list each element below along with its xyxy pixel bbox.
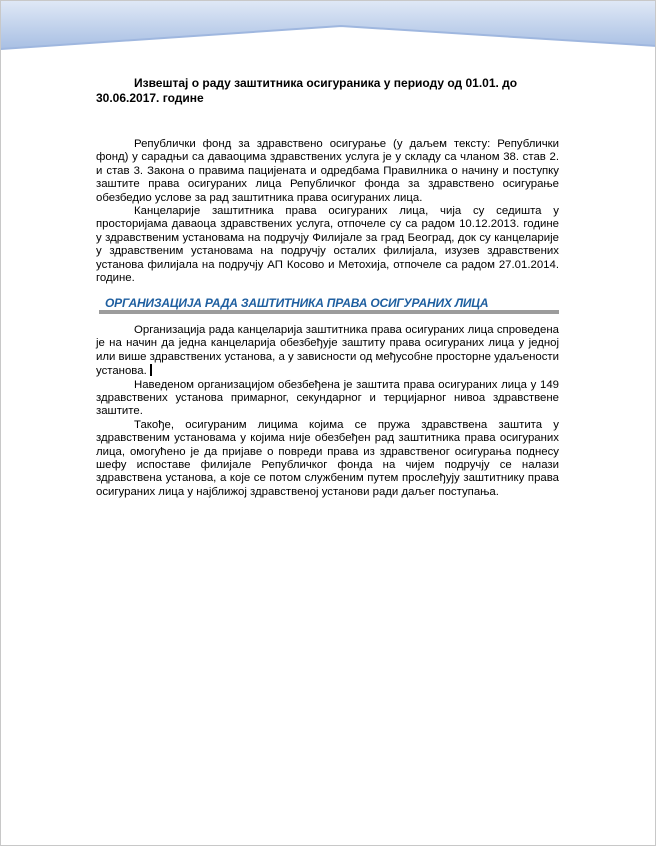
section-paragraph: Такође, осигураним лицима којима се пружа здравствена заштита у здравственим установама у којима није обезбеђен рад заштитника права осигураних лица, омогућено је да пријаве о повреди права из здравственог осигурања поднесу шефу испоставе филијале Републичког фонда на чијем подручју се налази здравствена установа, а које се потом службеним путем прослеђују заштитнику права осигураних лица у најближој здравственој установи ради даљег поступања. <box>96 418 559 498</box>
section-paragraph <box>96 324 559 379</box>
intro-paragraph: Републички фонд за здравствено осигурање (у даљем тексту: Републички фонд) у сарадњи са даваоцима здравствених услуга је у складу са чланом 38. став 2. и став 3. Закона о правима пацијената и одредбама Правилника о начину и поступку заштите права осигураних лица Републичког фонда за здравствено осигурање обезбедио услове за рад заштитника права осигураних лица. <box>96 138 559 204</box>
header-band-decoration <box>1 1 656 61</box>
section-heading: ОРГАНИЗАЦИЈА РАДА ЗАШТИТНИКА ПРАВА ОСИГУРАНИХ ЛИЦА <box>105 296 489 310</box>
section-text <box>96 324 559 499</box>
section-paragraph: Наведеном организацијом обезбеђена је заштита права осигураних лица у 149 здравствених установа примарног, секундарног и терцијарног нивоа здравствене заштите. <box>96 378 559 418</box>
text-cursor <box>150 364 152 376</box>
intro-paragraph: Канцеларије заштитника права осигураних лица, чија су седишта у просторијама даваоца здравствених услуга, отпочеле су са радом 10.12.2013. године у здравственим установама на подручју Филијале за град Београд, док су канцеларије у здравственим установама на подручју осталих филијала, изузев здравствених установа филијала на подручју АП Косово и Метохија, отпочеле са радом 27.01.2014. године. <box>96 205 559 285</box>
intro-text <box>96 138 559 285</box>
document-title: Извештај о раду заштитника осигураника у периоду од 01.01. до 30.06.2017. године <box>96 76 518 105</box>
section-paragraph-text: Организација рада канцеларија заштитника права осигураних лица спроведена је на начин да једна канцеларија обезбеђује заштиту права осигураних лица у једној или више здравствених установа, а у зависности од међусобне просторне удаљености установа. <box>96 324 559 378</box>
heading-rule <box>99 310 559 314</box>
